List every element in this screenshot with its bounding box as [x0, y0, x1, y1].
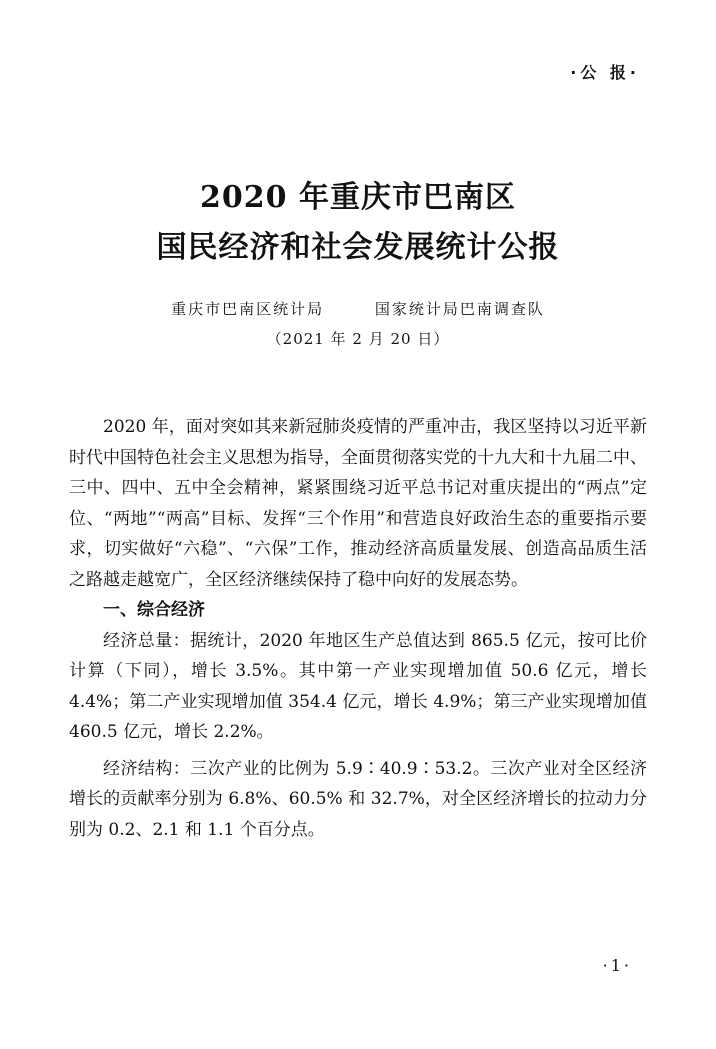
author-survey-team: 国家统计局巴南调查队: [374, 300, 545, 318]
running-head: ·公 报·: [570, 63, 640, 82]
publication-date: （2021 年 2 月 20 日）: [266, 330, 450, 348]
intro-paragraph: 2020 年，面对突如其来新冠肺炎疫情的严重冲击，我区坚持以习近平新时代中国特色社会主义思想为指导，全面贯彻落实党的十九大和十九届二中、三中、四中、五中全会精神，紧紧围绕习近平总书记对重庆提出的“两点”定位、“两地”“两高”目标、发挥“三个作用”和营造良好政治生态的重要指示要求，切实做好“六稳”、“六保”工作，推动经济高质量发展、创造高品质生活之路越走越宽广，全区经济继续保持了稳中向好的发展态势。: [69, 417, 647, 590]
body-text: [69, 412, 647, 845]
paragraph-economic-output: 经济总量：据统计，2020 年地区生产总值达到 865.5 亿元，按可比价计算（下同），增长 3.5%。其中第一产业实现增加值 50.6 亿元，增长 4.4%；第二产业实现增加值 354.4 亿元，增长 4.9%；第三产业实现增加值 460.5 亿元，增长 2.2%。: [69, 630, 647, 742]
document-title-line-1: 2020 年重庆市巴南区: [200, 180, 516, 215]
section-heading-economy: 一、综合经济: [103, 600, 205, 620]
page-number: ·1·: [602, 956, 632, 975]
document-title-line-2: 国民经济和社会发展统计公报: [156, 230, 560, 265]
author-district-statistics-bureau: 重庆市巴南区统计局: [171, 300, 325, 318]
paragraph-economic-structure: 经济结构：三次产业的比例为 5.9∶40.9∶53.2。三次产业对全区经济增长的贡献率分别为 6.8%、60.5% 和 32.7%，对全区经济增长的拉动力分别为 0.2、2.1 和 1.1 个百分点。: [69, 758, 647, 840]
authors: [0, 298, 716, 319]
